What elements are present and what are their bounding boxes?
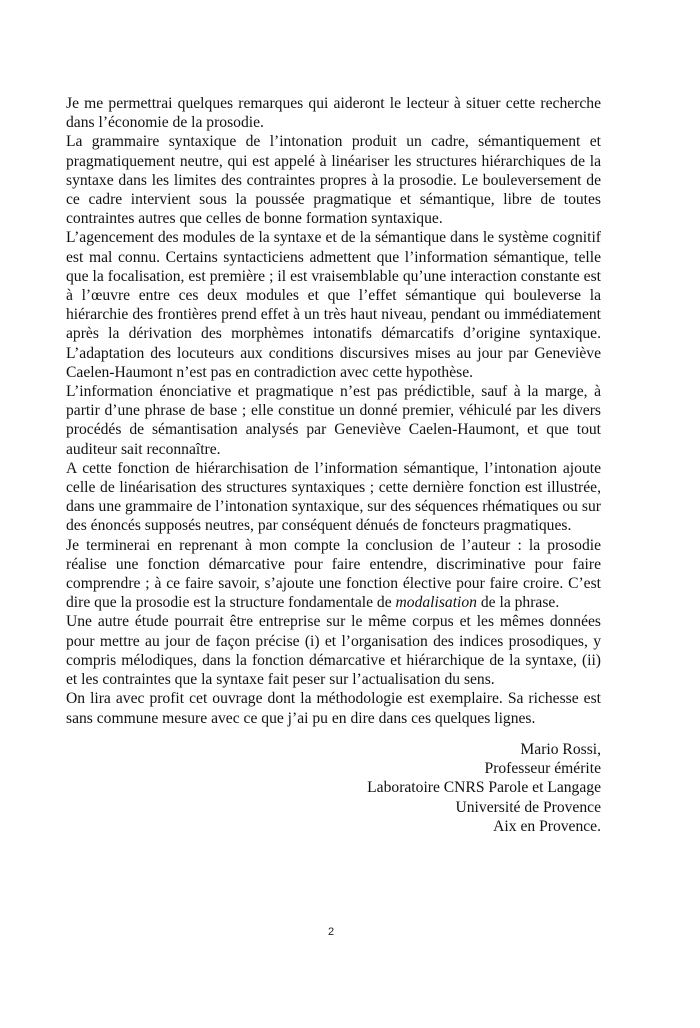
signature-title: Professeur émérite [484,760,601,778]
signature-block [367,740,601,836]
signature-city: Aix en Provence. [493,817,601,835]
conclusion-text-before: Je terminerai en reprenant à mon compte la conclusion de l’auteur : la prosodie réalise une fonction démarcative pour faire entendre, discriminative pour faire comprendre ; à ce faire savoir, s’ajoute une fonction élective pour faire croire. C’est dire que la prosodie est la structure fondamentale de [66,536,601,612]
signature-lab: Laboratoire CNRS Parole et Langage [367,779,601,797]
paragraph-grammar: La grammaire syntaxique de l’intonation produit un cadre, sémantiquement et pragmatiquement neutre, qui est appelé à linéariser les structures hiérarchiques de la syntaxe dans les limites des contraintes propres à la prosodie. Le bouleversement de ce cadre intervient sous la poussée pragmatique et sémantique, libre de toutes contraintes autres que celles de bonne formation syntaxique. [66,133,601,228]
paragraph-closing: On lira avec profit cet ouvrage dont la méthodologie est exemplaire. Sa richesse est sans commune mesure avec ce que j’ai pu en dire dans ces quelques lignes. [66,690,601,727]
conclusion-text-after: de la phrase. [476,594,560,612]
document-body [66,94,601,728]
signature-name: Mario Rossi, [520,741,601,758]
paragraph-future-study: Une autre étude pourrait être entreprise sur le même corpus et les mêmes données pour mettre au jour de façon précise (i) et l’organisation des indices prosodiques, y compris mélodiques, dans la fonction démarcative et hiérarchique de la syntaxe, (ii) et les contraintes que la syntaxe fait peser sur l’actualisation du sens. [66,613,601,689]
paragraph-linearisation: A cette fonction de hiérarchisation de l’information sémantique, l’intonation ajoute celle de linéarisation des structures syntaxiques ; cette dernière fonction est illustrée, dans une grammaire de l’intonation syntaxique, sur des séquences rhématiques ou sur des énoncés supposés neutres, par conséquent dénués de foncteurs pragmatiques. [66,459,601,535]
page-number: 2 [328,926,335,938]
paragraph-information: L’information énonciative et pragmatique n’est pas prédictible, sauf à la marge, à partir d’une phrase de base ; elle constitue un donné premier, véhiculé par les divers procédés de sémantisation analysés par Geneviève Caelen-Haumont, et que tout auditeur sait reconnaître. [66,383,601,458]
paragraph-modules: L’agencement des modules de la syntaxe et de la sémantique dans le système cognitif est mal connu. Certains syntacticiens admettent que l’information sémantique, telle que la focalisation, est première ; il est vraisemblable qu’une interaction constante est à l’œuvre entre ces deux modules et que l’effet sémantique qui bouleverse la hiérarchie des frontières prend effet à un très haut niveau, pendant ou immédiatement après la dérivation des morphèmes intonatifs démarcatifs d’origine syntaxique. L’adaptation des locuteurs aux conditions discursives mises au jour par Geneviève Caelen-Haumont n’est pas en contradiction avec cette hypothèse. [66,229,601,381]
paragraph-conclusion [66,536,601,613]
signature-university: Université de Provence [455,798,601,816]
paragraph-intro: Je me permettrai quelques remarques qui aideront le lecteur à situer cette recherche dans l’économie de la prosodie. [66,95,601,132]
conclusion-italic-term: modalisation [395,594,477,612]
